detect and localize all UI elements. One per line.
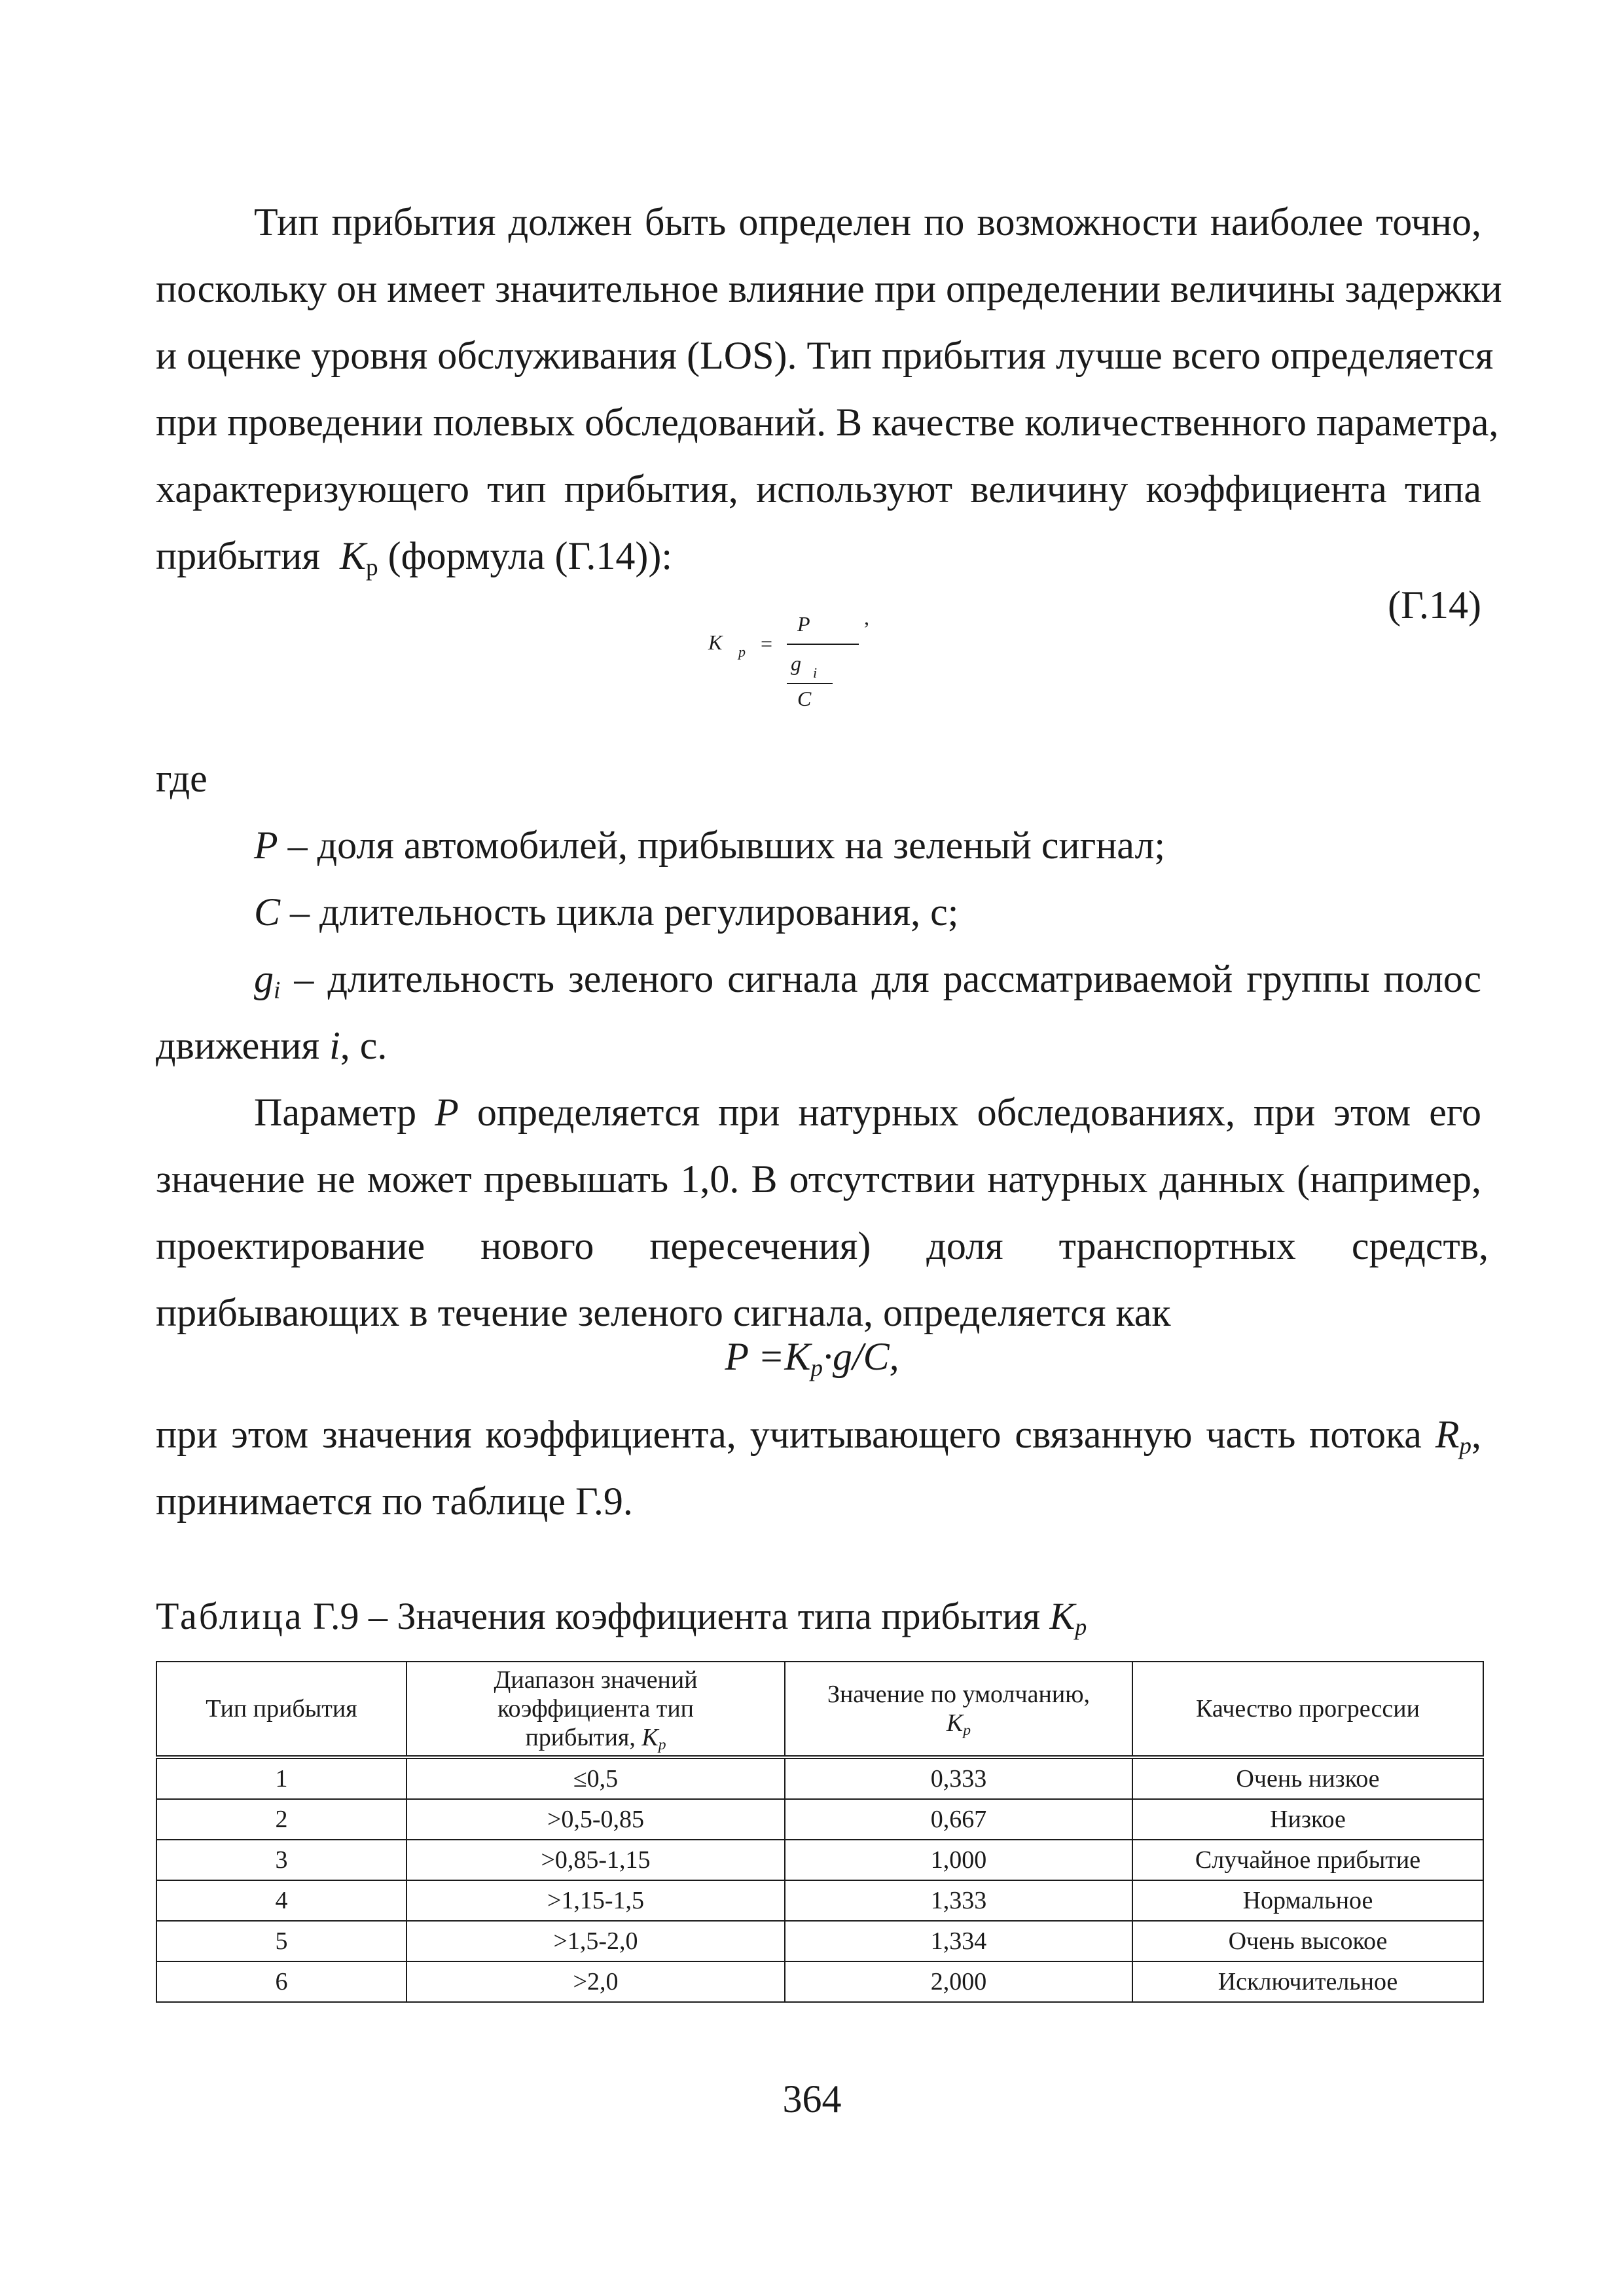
cell-range: >0,85-1,15	[406, 1840, 785, 1880]
formula-left: P =K	[725, 1335, 811, 1378]
cell-default: 0,333	[785, 1757, 1132, 1799]
table-row	[156, 1880, 1483, 1921]
paragraph-text: ,	[1471, 1413, 1482, 1456]
cell-type: 1	[156, 1757, 406, 1799]
equation-number: (Г.14)	[1388, 583, 1481, 627]
formula-comma: ,	[864, 606, 869, 629]
paragraph-line	[156, 1079, 1481, 1146]
table-row	[156, 1840, 1483, 1880]
paragraph-line: при проведении полевых обследований. В качестве количественного параметра,	[156, 401, 1499, 444]
table-row	[156, 1799, 1483, 1840]
cell-range: >0,5-0,85	[406, 1799, 785, 1840]
paragraph-parameter-p	[156, 1079, 1489, 1346]
symbol-p: P	[254, 824, 278, 867]
paragraph-line: и оценке уровня обслуживания (LOS). Тип прибытия лучше всего определяется	[156, 334, 1494, 377]
cell-range: ≤0,5	[406, 1757, 785, 1799]
subscript-p: p	[1075, 1613, 1087, 1640]
paragraph-arrival-type	[156, 189, 1502, 589]
cell-type: 2	[156, 1799, 406, 1840]
cell-range: >1,15-1,5	[406, 1880, 785, 1921]
cell-default: 1,000	[785, 1840, 1132, 1880]
symbol-p: P	[435, 1091, 459, 1134]
table-caption	[156, 1594, 1087, 1638]
formula-g: g	[791, 651, 801, 675]
inline-formula-p	[0, 1334, 1624, 1382]
symbol-subscript	[1075, 1614, 1087, 1640]
symbol-subscript: p	[366, 554, 378, 581]
subscript-p: p	[658, 1736, 666, 1753]
symbol-k: K	[340, 534, 367, 577]
symbol-g: g	[254, 957, 274, 1000]
cell-quality: Случайное прибытие	[1132, 1840, 1483, 1880]
paragraph-line: прибывающих в течение зеленого сигнала, определяется как	[156, 1291, 1171, 1334]
paragraph-line: проектирование нового пересечения) доля транспортных средств,	[156, 1224, 1489, 1267]
header-default-value	[785, 1662, 1132, 1757]
cell-default: 0,667	[785, 1799, 1132, 1840]
table-row	[156, 1757, 1483, 1799]
definition-p	[156, 812, 1481, 879]
cell-type: 4	[156, 1880, 406, 1921]
symbol-subscript	[963, 1722, 971, 1739]
formula-c: C	[797, 687, 812, 710]
symbol-k: K	[946, 1709, 964, 1737]
cell-quality: Исключительное	[1132, 1961, 1483, 2002]
definition-g-continued	[156, 1012, 1481, 1079]
definition-text: – доля автомобилей, прибывших на зеленый сигнал;	[287, 824, 1166, 867]
paragraph-text: Параметр	[254, 1091, 417, 1134]
header-range	[406, 1662, 785, 1757]
page-number: 364	[782, 2077, 842, 2121]
table-header-row	[156, 1662, 1483, 1757]
header-text: Диапазон значений	[494, 1666, 698, 1694]
definition-g	[156, 945, 1481, 1012]
arrival-type-table	[156, 1661, 1484, 2003]
symbol-k: K	[641, 1724, 659, 1751]
symbol-k: K	[1049, 1595, 1075, 1637]
symbol-r: R	[1435, 1413, 1460, 1456]
paragraph-line: Тип прибытия должен быть определен по возможности наиболее точно,	[254, 200, 1481, 244]
formula-k-subscript: p	[738, 644, 746, 660]
paragraph-line	[156, 1401, 1481, 1468]
fraction-bar	[787, 683, 833, 684]
cell-quality: Очень низкое	[1132, 1757, 1483, 1799]
definitions-block	[156, 745, 1481, 1079]
formula-g14	[700, 606, 884, 730]
formula-g-subscript: i	[813, 665, 818, 681]
formula-k: K	[708, 630, 723, 654]
paragraph-line: принимается по таблице Г.9.	[156, 1480, 633, 1523]
table-row	[156, 1921, 1483, 1961]
header-text: прибытия,	[525, 1724, 636, 1751]
header-text: Значение по умолчанию,	[827, 1681, 1091, 1708]
symbol-subscript	[274, 977, 280, 1004]
formula-equals: =	[761, 632, 773, 655]
definition-text: – длительность цикла регулирования, с;	[290, 890, 959, 934]
subscript-p: p	[963, 1721, 971, 1739]
paragraph-line	[156, 522, 1481, 589]
definition-text: , с.	[340, 1024, 388, 1067]
cell-default: 1,334	[785, 1921, 1132, 1961]
formula-subscript: p	[810, 1355, 823, 1382]
formula-numerator: P	[797, 612, 810, 636]
caption-text: Г.9 – Значения коэффициента типа прибытия	[313, 1595, 1041, 1637]
cell-default: 1,333	[785, 1880, 1132, 1921]
caption-label: Таблица	[156, 1595, 304, 1637]
definition-text: – длительность зеленого сигнала для рассматриваемой группы полос	[294, 957, 1481, 1000]
symbol-i: i	[329, 1024, 340, 1067]
fraction-bar	[787, 644, 859, 645]
paragraph-text: при этом значения коэффициента, учитывающего связанную часть потока	[156, 1413, 1422, 1456]
cell-range: >1,5-2,0	[406, 1921, 785, 1961]
definition-c	[156, 879, 1481, 945]
paragraph-rp	[156, 1401, 1481, 1535]
cell-quality: Низкое	[1132, 1799, 1483, 1840]
symbol-subscript	[659, 1736, 666, 1753]
header-arrival-type: Тип прибытия	[156, 1662, 406, 1757]
paragraph-text: (формула (Г.14)):	[388, 534, 673, 577]
cell-type: 3	[156, 1840, 406, 1880]
definition-text: движения	[156, 1024, 320, 1067]
cell-type: 6	[156, 1961, 406, 2002]
symbol-c: C	[254, 890, 281, 934]
header-progression-quality: Качество прогрессии	[1132, 1662, 1483, 1757]
formula-right: ·g/C,	[822, 1335, 899, 1378]
paragraph-text: определяется при натурных обследованиях, при этом его	[477, 1091, 1482, 1134]
where-label: где	[156, 757, 208, 800]
paragraph-line: характеризующего тип прибытия, используют величину коэффициента типа	[156, 467, 1481, 511]
paragraph-line: поскольку он имеет значительное влияние при определении величины задержки	[156, 267, 1502, 310]
cell-quality: Нормальное	[1132, 1880, 1483, 1921]
symbol-subscript	[1459, 1432, 1471, 1459]
subscript-i: i	[274, 977, 281, 1004]
cell-type: 5	[156, 1921, 406, 1961]
subscript-p: p	[1459, 1432, 1472, 1460]
paragraph-text: прибытия	[156, 534, 320, 577]
cell-default: 2,000	[785, 1961, 1132, 2002]
cell-range: >2,0	[406, 1961, 785, 2002]
table-row	[156, 1961, 1483, 2002]
paragraph-line: значение не может превышать 1,0. В отсутствии натурных данных (например,	[156, 1157, 1481, 1201]
cell-quality: Очень высокое	[1132, 1921, 1483, 1961]
header-text: коэффициента тип	[497, 1695, 695, 1722]
